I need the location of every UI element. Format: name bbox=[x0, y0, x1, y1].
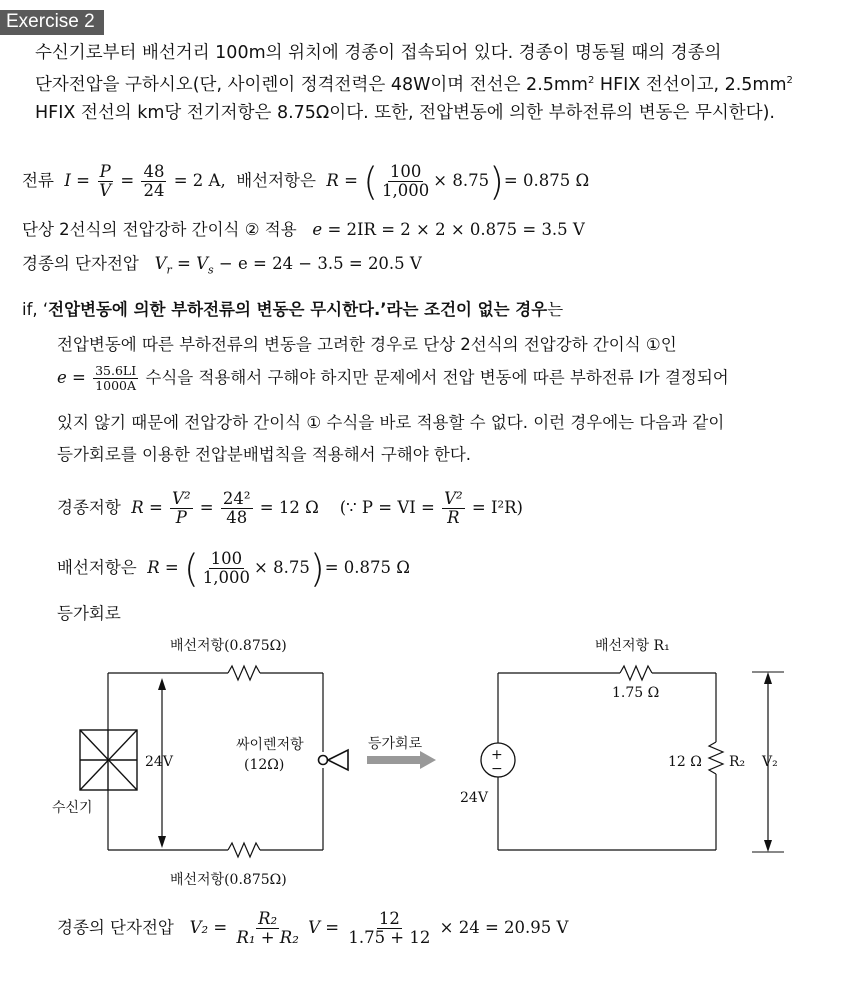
r1-label: 배선저항 R₁ bbox=[595, 638, 670, 654]
note-line-1: 전압변동에 따른 부하전류의 변동을 고려한 경우로 단상 2선식의 전압강하 간이식 ①인 bbox=[57, 335, 677, 354]
arrow-right-icon bbox=[367, 751, 436, 769]
drop-formula: 단상 2선식의 전압강하 간이식 ② 적용 e = 2IR = 2 × 2 × 0.875 = 3.5 V bbox=[22, 220, 585, 239]
left-bottom-res-label: 배선저항(0.875Ω) bbox=[170, 872, 287, 888]
r2-name: R₂ bbox=[729, 754, 746, 770]
receiver-label: 수신기 bbox=[52, 800, 93, 816]
current-formula: 전류 I = $\frac{P}{V}$ = $\frac{48}{24}$ = 2 A, 배선저항은 R = ( $\frac{100}{1,000}$ × 8.75)= 0.875 Ω bbox=[22, 159, 590, 204]
problem-line-1: 수신기로부터 배선거리 100m의 위치에 경종이 접속되어 있다. 경종이 명동될 때의 경종의 bbox=[35, 43, 722, 63]
siren-label-1: 싸이렌저항 bbox=[236, 737, 304, 753]
left-top-res-label: 배선저항(0.875Ω) bbox=[170, 638, 287, 654]
100-over-1000: $\frac{100}{1,000}$ bbox=[382, 162, 430, 200]
receiver-icon bbox=[80, 730, 137, 790]
wire-resistance-formula: 배선저항은 R = ( $\frac{100}{1,000}$ × 8.75)= 0.875 Ω bbox=[57, 546, 410, 591]
problem-line-2: 단자전압을 구하시오(단, 사이렌이 정격전력은 48W이며 전선은 $2.5mm^2$ HFIX 전선이고, $2.5mm^2$ bbox=[35, 74, 793, 95]
svg-text:−: − bbox=[491, 761, 503, 777]
up-arrow-icon bbox=[158, 678, 166, 690]
note-line-3: 있지 않기 때문에 전압강하 간이식 ① 수식을 바로 적용할 수 없다. 이런 경우에는 다음과 같이 bbox=[57, 413, 725, 432]
v2-name: V₂ bbox=[762, 754, 778, 770]
left-voltage-label: 24V bbox=[145, 754, 173, 770]
circuit-diagram bbox=[0, 625, 848, 895]
source-voltage-label: 24V bbox=[460, 790, 488, 806]
note-heading: if, ‘전압변동에 의한 부하전류의 변동은 무시한다.’라는 조건이 없는 경우는 bbox=[22, 300, 564, 319]
siren-label-2: (12Ω) bbox=[244, 757, 285, 773]
terminal-formula: 경종의 단자전압 $V_r = V_s - e = 24 - 3.5 = 20.5$ V bbox=[22, 254, 422, 277]
problem-text bbox=[35, 39, 835, 127]
note-line-2: e = $\frac{35.6LI}{1000A}$ 수식을 적용해서 구해야 하지만 문제에서 전압 변동에 따른 부하전류 I가 결정되어 bbox=[57, 363, 729, 393]
equiv-circuit-label: 등가회로 bbox=[57, 604, 121, 623]
drop-formula-fraction: $\frac{35.6LI}{1000A}$ bbox=[95, 363, 137, 393]
svg-text:+: + bbox=[491, 747, 503, 763]
problem-line-3: HFIX 전선의 km당 전기저항은 8.75Ω이다. 또한, 전압변동에 의한 부하전류의 변동은 무시한다). bbox=[35, 102, 775, 123]
down-arrow-icon bbox=[158, 836, 166, 848]
final-formula: 경종의 단자전압 V₂ = $\frac{\text{R₂}}{\text{R₁ + R₂}}$ V = $\frac{12}{1.75 + 12}$ × 24 = 20.95 V bbox=[57, 909, 569, 947]
left-circuit bbox=[108, 666, 323, 857]
p-over-v: $\frac{P}{V}$ bbox=[99, 162, 112, 200]
down-arrow-icon bbox=[764, 840, 772, 852]
r2-value: 12 Ω bbox=[668, 754, 702, 770]
arrow-label: 등가회로 bbox=[368, 736, 423, 752]
note-line-4: 등가회로를 이용한 전압분배법칙을 적용해서 구해야 한다. bbox=[57, 445, 472, 464]
siren-icon bbox=[319, 750, 349, 770]
r1-value: 1.75 Ω bbox=[612, 685, 660, 701]
exercise-tag: Exercise 2 bbox=[0, 10, 104, 35]
bell-resistance-formula: 경종저항 R = $\frac{\text{V²}}{P}$ = $\frac{\text{24²}}{48}$ = 12 Ω (∵ P = VI = $\frac{\text{V²}}{R}$ = I²R) bbox=[57, 489, 523, 527]
48-over-24: $\frac{48}{24}$ bbox=[143, 162, 165, 200]
up-arrow-icon bbox=[764, 672, 772, 684]
